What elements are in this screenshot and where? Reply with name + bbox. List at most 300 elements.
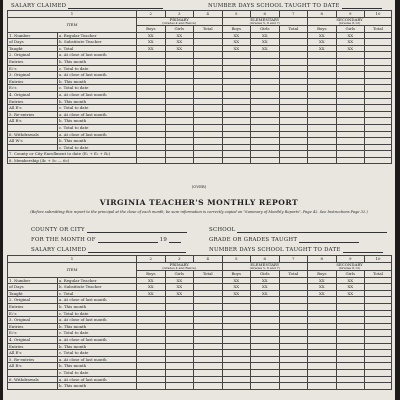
entry-cell[interactable] [308, 58, 337, 65]
entry-cell[interactable] [194, 383, 223, 390]
entry-cell[interactable] [279, 138, 308, 145]
entry-cell[interactable] [222, 310, 251, 317]
entry-cell[interactable] [365, 383, 392, 390]
entry-cell[interactable] [165, 52, 194, 59]
entry-cell[interactable] [194, 336, 223, 343]
entry-cell[interactable] [165, 151, 194, 158]
entry-cell[interactable] [308, 52, 337, 59]
entry-cell[interactable] [194, 65, 223, 72]
entry-cell[interactable] [137, 383, 166, 390]
entry-cell[interactable] [165, 85, 194, 92]
entry-cell[interactable] [279, 330, 308, 337]
entry-cell[interactable] [194, 91, 223, 98]
entry-cell[interactable] [137, 144, 166, 151]
entry-cell[interactable] [308, 323, 337, 330]
entry-cell[interactable] [365, 376, 392, 383]
entry-cell[interactable] [308, 369, 337, 376]
entry-cell[interactable] [222, 105, 251, 112]
entry-cell[interactable] [194, 131, 223, 138]
entry-cell[interactable] [137, 72, 166, 79]
entry-cell[interactable] [308, 356, 337, 363]
entry-cell[interactable] [251, 72, 280, 79]
entry-cell[interactable] [137, 330, 166, 337]
entry-cell[interactable] [194, 369, 223, 376]
entry-cell[interactable] [251, 383, 280, 390]
entry-cell[interactable] [165, 58, 194, 65]
entry-cell[interactable] [308, 72, 337, 79]
entry-cell[interactable] [365, 91, 392, 98]
entry-cell[interactable] [336, 356, 365, 363]
entry-cell[interactable] [251, 157, 280, 164]
entry-cell[interactable] [194, 363, 223, 370]
entry-cell[interactable] [251, 58, 280, 65]
entry-cell[interactable] [194, 144, 223, 151]
entry-cell[interactable] [336, 144, 365, 151]
entry-cell[interactable] [165, 343, 194, 350]
entry-cell[interactable] [222, 91, 251, 98]
entry-cell[interactable] [222, 118, 251, 125]
entry-cell[interactable] [308, 350, 337, 357]
entry-cell[interactable] [279, 284, 308, 291]
entry-cell[interactable] [336, 157, 365, 164]
entry-cell[interactable] [251, 78, 280, 85]
entry-cell[interactable] [365, 310, 392, 317]
entry-cell[interactable] [279, 124, 308, 131]
entry-cell[interactable] [251, 91, 280, 98]
entry-cell[interactable] [222, 65, 251, 72]
entry-cell[interactable] [336, 91, 365, 98]
entry-cell[interactable] [251, 363, 280, 370]
entry-cell[interactable] [137, 363, 166, 370]
entry-cell[interactable] [336, 350, 365, 357]
entry-cell[interactable] [308, 131, 337, 138]
entry-cell[interactable] [336, 138, 365, 145]
entry-cell[interactable] [165, 383, 194, 390]
entry-cell[interactable] [165, 317, 194, 324]
entry-cell[interactable] [279, 303, 308, 310]
entry-cell[interactable] [279, 144, 308, 151]
entry-cell[interactable] [308, 157, 337, 164]
entry-cell[interactable] [194, 72, 223, 79]
entry-cell[interactable] [365, 78, 392, 85]
entry-cell[interactable] [222, 111, 251, 118]
entry-cell[interactable] [194, 277, 223, 284]
entry-cell[interactable] [251, 124, 280, 131]
entry-cell[interactable] [336, 151, 365, 158]
entry-cell[interactable] [279, 151, 308, 158]
entry-cell[interactable] [308, 85, 337, 92]
entry-cell[interactable] [222, 124, 251, 131]
entry-cell[interactable] [308, 91, 337, 98]
entry-cell[interactable] [137, 323, 166, 330]
entry-cell[interactable] [336, 330, 365, 337]
entry-cell[interactable] [251, 376, 280, 383]
entry-cell[interactable] [308, 65, 337, 72]
entry-cell[interactable] [194, 323, 223, 330]
entry-cell[interactable] [365, 317, 392, 324]
entry-cell[interactable] [365, 323, 392, 330]
entry-cell[interactable] [251, 350, 280, 357]
entry-cell[interactable] [365, 45, 392, 52]
entry-cell[interactable] [165, 297, 194, 304]
entry-cell[interactable] [308, 111, 337, 118]
entry-cell[interactable] [336, 131, 365, 138]
entry-cell[interactable] [137, 310, 166, 317]
entry-cell[interactable] [365, 330, 392, 337]
entry-cell[interactable] [308, 105, 337, 112]
entry-cell[interactable] [308, 151, 337, 158]
days-taught-field-2[interactable] [209, 246, 383, 253]
entry-cell[interactable] [308, 144, 337, 151]
entry-cell[interactable] [365, 157, 392, 164]
entry-cell[interactable] [336, 323, 365, 330]
entry-cell[interactable] [279, 65, 308, 72]
entry-cell[interactable] [365, 144, 392, 151]
entry-cell[interactable] [222, 85, 251, 92]
entry-cell[interactable] [137, 317, 166, 324]
entry-cell[interactable] [365, 303, 392, 310]
entry-cell[interactable] [137, 157, 166, 164]
entry-cell[interactable] [308, 98, 337, 105]
entry-cell[interactable] [165, 131, 194, 138]
entry-cell[interactable] [251, 330, 280, 337]
county-city-field[interactable] [31, 226, 187, 233]
entry-cell[interactable] [137, 297, 166, 304]
entry-cell[interactable] [308, 383, 337, 390]
entry-cell[interactable] [165, 310, 194, 317]
entry-cell[interactable] [194, 151, 223, 158]
entry-cell[interactable] [137, 65, 166, 72]
entry-cell[interactable] [365, 297, 392, 304]
entry-cell[interactable] [279, 58, 308, 65]
entry-cell[interactable] [336, 105, 365, 112]
entry-cell[interactable] [194, 45, 223, 52]
entry-cell[interactable] [222, 297, 251, 304]
entry-cell[interactable] [365, 336, 392, 343]
entry-cell[interactable] [194, 284, 223, 291]
entry-cell[interactable] [222, 58, 251, 65]
entry-cell[interactable] [222, 303, 251, 310]
entry-cell[interactable] [222, 52, 251, 59]
entry-cell[interactable] [251, 336, 280, 343]
entry-cell[interactable] [279, 317, 308, 324]
entry-cell[interactable] [279, 290, 308, 297]
entry-cell[interactable] [165, 350, 194, 357]
entry-cell[interactable] [336, 383, 365, 390]
entry-cell[interactable] [251, 98, 280, 105]
entry-cell[interactable] [165, 336, 194, 343]
entry-cell[interactable] [279, 376, 308, 383]
entry-cell[interactable] [251, 65, 280, 72]
entry-cell[interactable] [137, 151, 166, 158]
entry-cell[interactable] [365, 85, 392, 92]
entry-cell[interactable] [222, 144, 251, 151]
entry-cell[interactable] [251, 369, 280, 376]
entry-cell[interactable] [336, 65, 365, 72]
entry-cell[interactable] [279, 297, 308, 304]
entry-cell[interactable] [194, 58, 223, 65]
entry-cell[interactable] [165, 363, 194, 370]
entry-cell[interactable] [222, 369, 251, 376]
entry-cell[interactable] [336, 58, 365, 65]
entry-cell[interactable] [279, 91, 308, 98]
entry-cell[interactable] [365, 151, 392, 158]
days-taught-field[interactable] [208, 2, 382, 9]
entry-cell[interactable] [194, 297, 223, 304]
entry-cell[interactable] [165, 72, 194, 79]
entry-cell[interactable] [308, 363, 337, 370]
entry-cell[interactable] [308, 343, 337, 350]
salary-claimed-field[interactable] [11, 2, 163, 9]
entry-cell[interactable] [279, 356, 308, 363]
entry-cell[interactable] [222, 363, 251, 370]
entry-cell[interactable] [308, 78, 337, 85]
entry-cell[interactable] [279, 157, 308, 164]
entry-cell[interactable] [336, 343, 365, 350]
entry-cell[interactable] [308, 124, 337, 131]
entry-cell[interactable] [137, 124, 166, 131]
entry-cell[interactable] [165, 323, 194, 330]
entry-cell[interactable] [251, 52, 280, 59]
entry-cell[interactable] [365, 356, 392, 363]
entry-cell[interactable] [222, 78, 251, 85]
entry-cell[interactable] [279, 45, 308, 52]
entry-cell[interactable] [194, 310, 223, 317]
entry-cell[interactable] [137, 369, 166, 376]
entry-cell[interactable] [279, 39, 308, 46]
entry-cell[interactable] [279, 111, 308, 118]
entry-cell[interactable] [194, 350, 223, 357]
entry-cell[interactable] [165, 124, 194, 131]
entry-cell[interactable] [222, 98, 251, 105]
entry-cell[interactable] [336, 376, 365, 383]
entry-cell[interactable] [137, 131, 166, 138]
entry-cell[interactable] [336, 303, 365, 310]
entry-cell[interactable] [251, 356, 280, 363]
entry-cell[interactable] [365, 343, 392, 350]
entry-cell[interactable] [222, 157, 251, 164]
entry-cell[interactable] [308, 330, 337, 337]
entry-cell[interactable] [336, 124, 365, 131]
entry-cell[interactable] [251, 303, 280, 310]
entry-cell[interactable] [165, 144, 194, 151]
entry-cell[interactable] [279, 78, 308, 85]
entry-cell[interactable] [365, 58, 392, 65]
entry-cell[interactable] [251, 105, 280, 112]
entry-cell[interactable] [365, 105, 392, 112]
entry-cell[interactable] [222, 383, 251, 390]
entry-cell[interactable] [194, 39, 223, 46]
entry-cell[interactable] [222, 350, 251, 357]
entry-cell[interactable] [279, 383, 308, 390]
entry-cell[interactable] [365, 350, 392, 357]
entry-cell[interactable] [137, 343, 166, 350]
entry-cell[interactable] [279, 363, 308, 370]
grades-taught-field[interactable] [209, 236, 359, 243]
entry-cell[interactable] [137, 376, 166, 383]
entry-cell[interactable] [336, 98, 365, 105]
entry-cell[interactable] [137, 105, 166, 112]
entry-cell[interactable] [336, 297, 365, 304]
entry-cell[interactable] [365, 284, 392, 291]
entry-cell[interactable] [137, 78, 166, 85]
entry-cell[interactable] [137, 138, 166, 145]
entry-cell[interactable] [365, 32, 392, 39]
entry-cell[interactable] [365, 124, 392, 131]
entry-cell[interactable] [194, 376, 223, 383]
entry-cell[interactable] [308, 310, 337, 317]
entry-cell[interactable] [137, 98, 166, 105]
entry-cell[interactable] [194, 105, 223, 112]
entry-cell[interactable] [251, 297, 280, 304]
entry-cell[interactable] [194, 290, 223, 297]
entry-cell[interactable] [365, 118, 392, 125]
entry-cell[interactable] [251, 151, 280, 158]
entry-cell[interactable] [194, 111, 223, 118]
entry-cell[interactable] [137, 356, 166, 363]
entry-cell[interactable] [365, 138, 392, 145]
entry-cell[interactable] [251, 85, 280, 92]
entry-cell[interactable] [336, 369, 365, 376]
entry-cell[interactable] [165, 376, 194, 383]
entry-cell[interactable] [222, 330, 251, 337]
entry-cell[interactable] [336, 363, 365, 370]
entry-cell[interactable] [194, 98, 223, 105]
entry-cell[interactable] [308, 297, 337, 304]
entry-cell[interactable] [336, 85, 365, 92]
entry-cell[interactable] [365, 363, 392, 370]
entry-cell[interactable] [194, 138, 223, 145]
entry-cell[interactable] [137, 91, 166, 98]
entry-cell[interactable] [222, 356, 251, 363]
entry-cell[interactable] [336, 72, 365, 79]
entry-cell[interactable] [165, 91, 194, 98]
entry-cell[interactable] [165, 157, 194, 164]
school-field[interactable] [209, 226, 387, 233]
entry-cell[interactable] [279, 131, 308, 138]
entry-cell[interactable] [165, 98, 194, 105]
entry-cell[interactable] [137, 111, 166, 118]
entry-cell[interactable] [194, 52, 223, 59]
entry-cell[interactable] [336, 111, 365, 118]
entry-cell[interactable] [165, 138, 194, 145]
entry-cell[interactable] [194, 124, 223, 131]
entry-cell[interactable] [336, 336, 365, 343]
entry-cell[interactable] [222, 343, 251, 350]
entry-cell[interactable] [308, 118, 337, 125]
entry-cell[interactable] [194, 78, 223, 85]
entry-cell[interactable] [165, 118, 194, 125]
entry-cell[interactable] [165, 105, 194, 112]
entry-cell[interactable] [165, 78, 194, 85]
entry-cell[interactable] [365, 277, 392, 284]
entry-cell[interactable] [365, 290, 392, 297]
entry-cell[interactable] [222, 336, 251, 343]
entry-cell[interactable] [137, 118, 166, 125]
entry-cell[interactable] [194, 32, 223, 39]
entry-cell[interactable] [137, 350, 166, 357]
entry-cell[interactable] [336, 317, 365, 324]
entry-cell[interactable] [251, 343, 280, 350]
entry-cell[interactable] [365, 52, 392, 59]
entry-cell[interactable] [165, 330, 194, 337]
entry-cell[interactable] [194, 118, 223, 125]
entry-cell[interactable] [222, 138, 251, 145]
entry-cell[interactable] [222, 72, 251, 79]
entry-cell[interactable] [137, 336, 166, 343]
entry-cell[interactable] [365, 369, 392, 376]
entry-cell[interactable] [137, 52, 166, 59]
entry-cell[interactable] [279, 52, 308, 59]
entry-cell[interactable] [194, 303, 223, 310]
entry-cell[interactable] [308, 376, 337, 383]
entry-cell[interactable] [279, 350, 308, 357]
entry-cell[interactable] [336, 78, 365, 85]
entry-cell[interactable] [365, 98, 392, 105]
entry-cell[interactable] [251, 131, 280, 138]
entry-cell[interactable] [222, 317, 251, 324]
entry-cell[interactable] [336, 118, 365, 125]
entry-cell[interactable] [165, 111, 194, 118]
entry-cell[interactable] [222, 151, 251, 158]
entry-cell[interactable] [137, 303, 166, 310]
entry-cell[interactable] [194, 157, 223, 164]
entry-cell[interactable] [251, 144, 280, 151]
entry-cell[interactable] [308, 336, 337, 343]
entry-cell[interactable] [251, 310, 280, 317]
entry-cell[interactable] [279, 32, 308, 39]
entry-cell[interactable] [251, 317, 280, 324]
entry-cell[interactable] [279, 369, 308, 376]
salary-claimed-field-2[interactable] [31, 246, 186, 253]
entry-cell[interactable] [251, 138, 280, 145]
entry-cell[interactable] [279, 310, 308, 317]
entry-cell[interactable] [194, 330, 223, 337]
entry-cell[interactable] [279, 277, 308, 284]
entry-cell[interactable] [279, 343, 308, 350]
entry-cell[interactable] [279, 336, 308, 343]
entry-cell[interactable] [279, 72, 308, 79]
entry-cell[interactable] [279, 105, 308, 112]
entry-cell[interactable] [336, 310, 365, 317]
entry-cell[interactable] [336, 52, 365, 59]
entry-cell[interactable] [194, 356, 223, 363]
entry-cell[interactable] [365, 72, 392, 79]
entry-cell[interactable] [279, 98, 308, 105]
entry-cell[interactable] [279, 118, 308, 125]
entry-cell[interactable] [222, 131, 251, 138]
entry-cell[interactable] [222, 323, 251, 330]
entry-cell[interactable] [279, 85, 308, 92]
entry-cell[interactable] [222, 376, 251, 383]
entry-cell[interactable] [251, 111, 280, 118]
entry-cell[interactable] [194, 85, 223, 92]
entry-cell[interactable] [365, 65, 392, 72]
entry-cell[interactable] [251, 323, 280, 330]
entry-cell[interactable] [137, 58, 166, 65]
entry-cell[interactable] [365, 111, 392, 118]
entry-cell[interactable] [308, 303, 337, 310]
entry-cell[interactable] [251, 118, 280, 125]
month-field[interactable] [31, 236, 181, 243]
entry-cell[interactable] [194, 343, 223, 350]
entry-cell[interactable] [165, 65, 194, 72]
entry-cell[interactable] [308, 317, 337, 324]
entry-cell[interactable] [365, 39, 392, 46]
entry-cell[interactable] [194, 317, 223, 324]
entry-cell[interactable] [365, 131, 392, 138]
entry-cell[interactable] [165, 303, 194, 310]
